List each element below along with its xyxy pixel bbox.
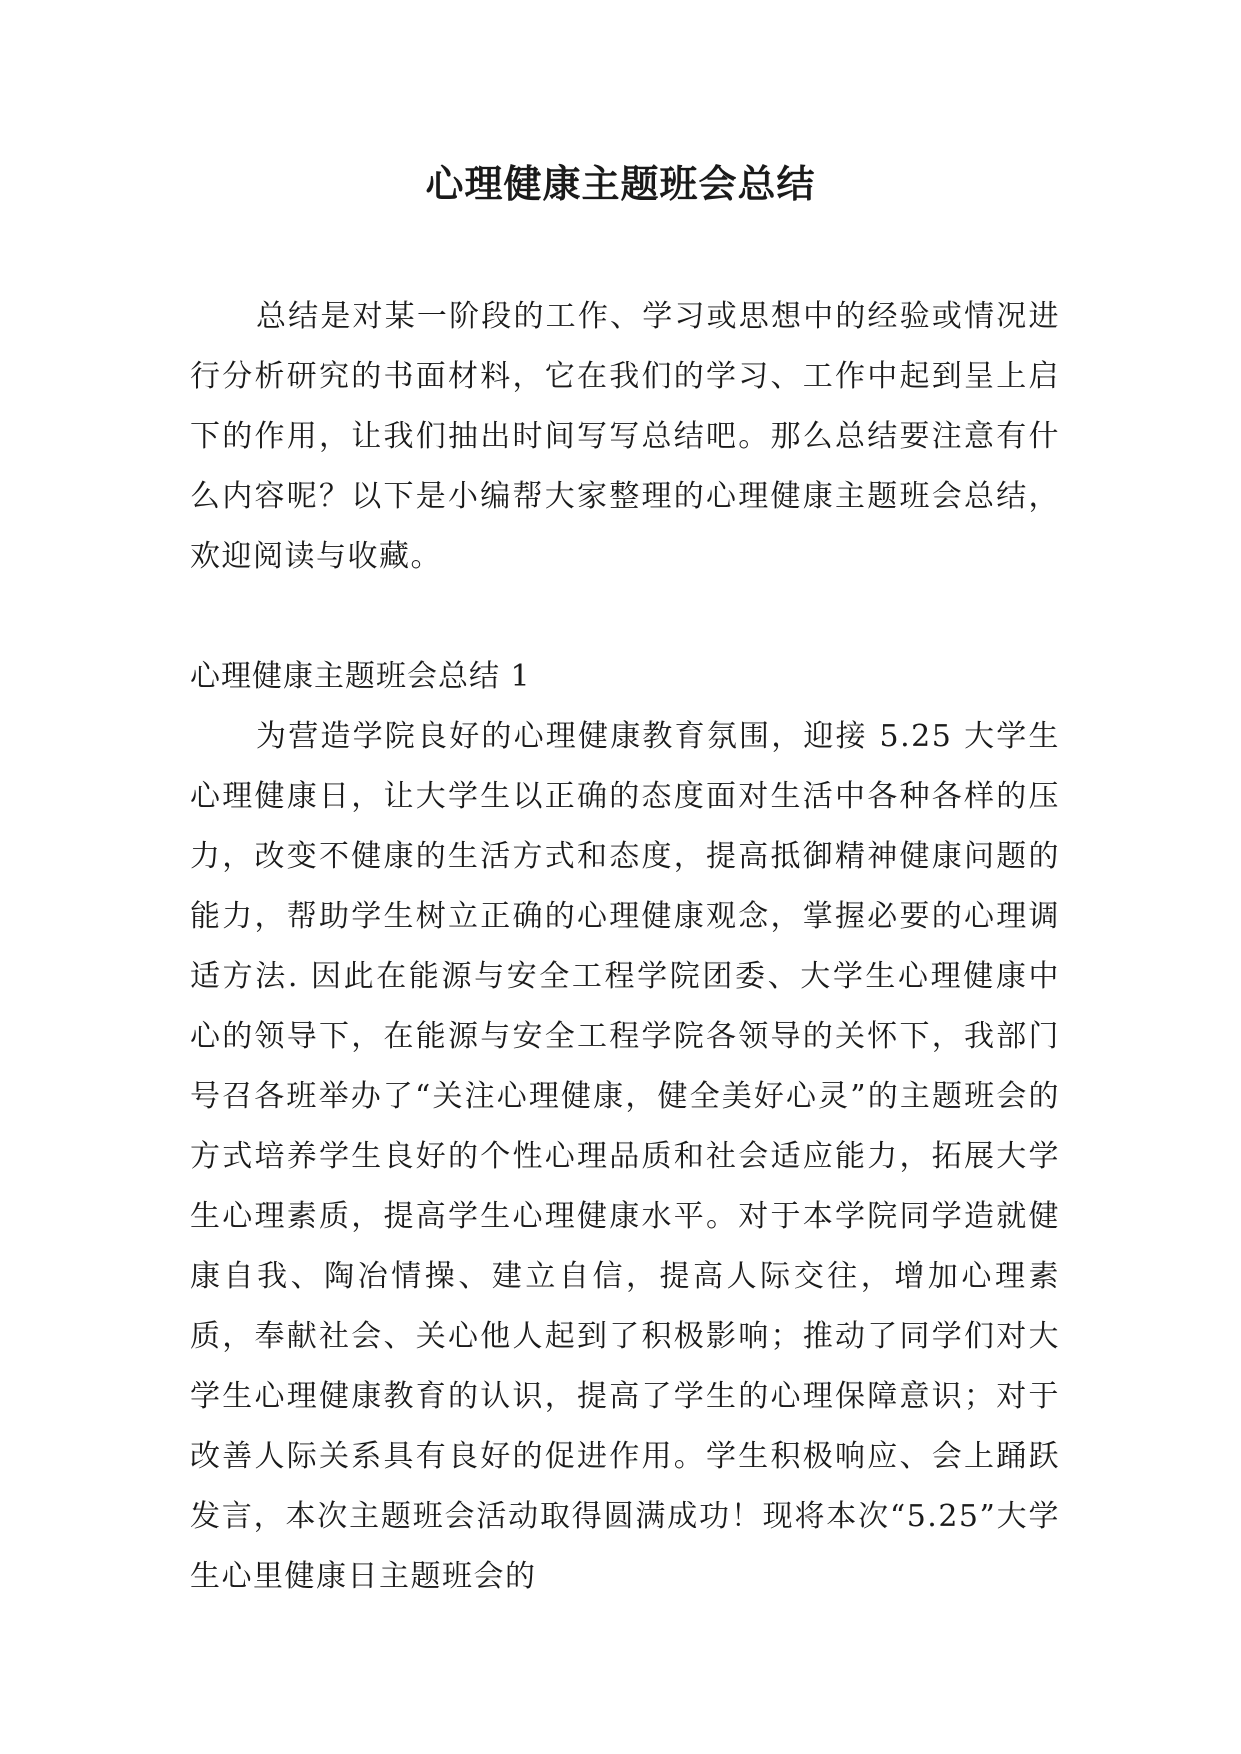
document-title: 心理健康主题班会总结 bbox=[425, 161, 816, 206]
section-paragraph: 为营造学院良好的心理健康教育氛围，迎接 5.25 大学生心理健康日，让大学生以正确的态度面对生活中各种各样的压力，改变不健康的生活方式和态度，提高抵御精神健康问题的能力，帮助学生树立正确的心理健康观念，掌握必要的心理调适方法. 因此在能源与安全工程学院团委、大学生心理健康中心的领导下，在能源与安全工程学院各领导的关怀下，我部门号召各班举办了“关注心理健康，健全美好心灵”的主题班会的方式培养学生良好的个性心理品质和社会适应能力，拓展大学生心理素质，提高学生心理健康水平。对于本学院同学造就健康自我、陶冶情操、建立自信，提高人际交往，增加心理素质，奉献社会、关心他人起到了积极影响；推动了同学们对大学生心理健康教育的认识，提高了学生的心理保障意识；对于改善人际关系具有良好的促进作用。学生积极响应、会上踊跃发言，本次主题班会活动取得圆满成功！现将本次“5.25”大学生心里健康日主题班会的 bbox=[190, 719, 1060, 1594]
section-heading: 心理健康主题班会总结 1 bbox=[190, 659, 531, 694]
document-body bbox=[190, 287, 1060, 1607]
intro-paragraph: 总结是对某一阶段的工作、学习或思想中的经验或情况进行分析研究的书面材料，它在我们的学习、工作中起到呈上启下的作用，让我们抽出时间写写总结吧。那么总结要注意有什么内容呢？以下是小编帮大家整理的心理健康主题班会总结，欢迎阅读与收藏。 bbox=[190, 299, 1060, 574]
